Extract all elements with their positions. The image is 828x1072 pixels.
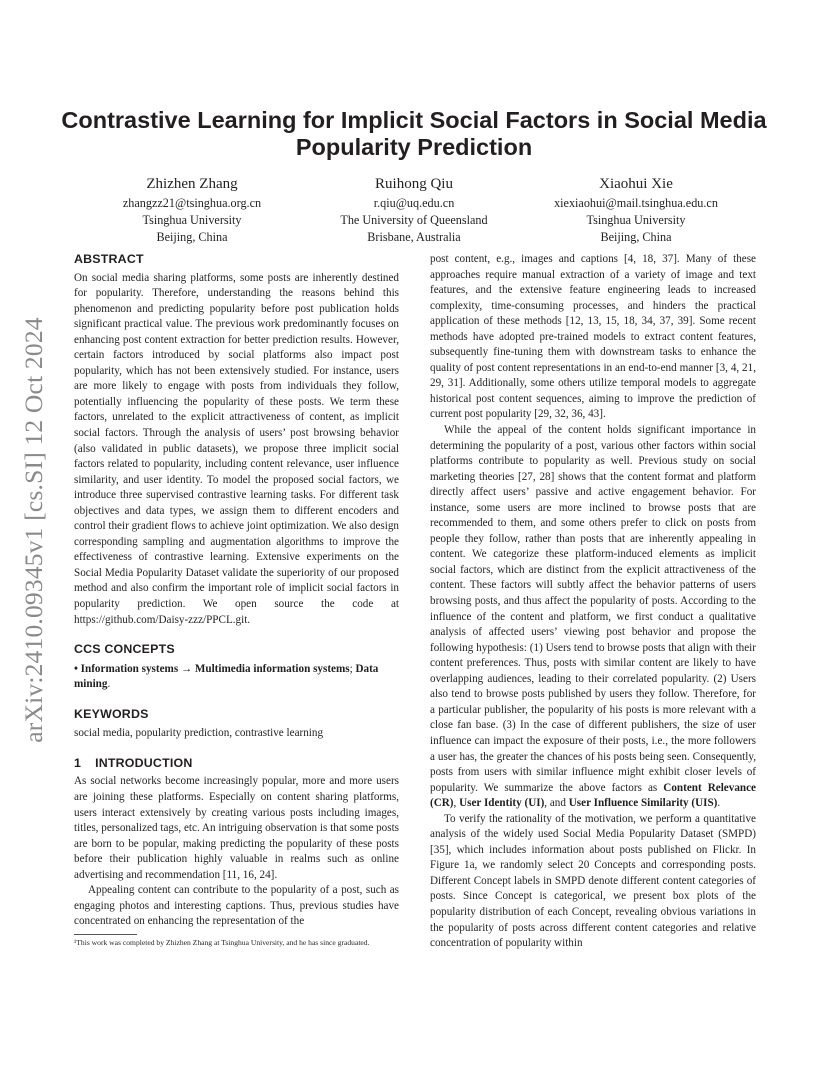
arxiv-stamp-text: arXiv:2410.09345v1 [cs.SI] 12 Oct 2024 [19,317,48,743]
keywords-heading: KEYWORDS [74,706,149,721]
paper-title: Contrastive Learning for Implicit Social Factors in Social Media Popularity Prediction [61,107,767,160]
abstract-text: On social media sharing platforms, some posts are inherently destined for popularity. Therefore, understanding the reasons behind this phenomenon and predicting popularity before post publication holds significant practical value. The previous work predominantly focuses on enhancing post content extraction for better prediction results. However, certain factors introduced by social platforms also impact post popularity, which has not been extensively studied. For instance, users are more likely to engage with posts from individuals they follow, potentially influencing the popularity of these posts. We term these factors, unrelated to the explicit attractiveness of content, as implicit social factors. Through the analysis of users’ post browsing behavior (also validated in public datasets), we propose three implicit social factors related to popularity, including content relevance, user influence similarity, and user identity. To model the proposed social factors, we introduce three supervised contrastive learning tasks. For different task objectives and data types, we assign them to different encoders and control their gradient flows to achieve joint optimization. We also design corresponding sampling and augmentation algorithms to improve the effectiveness of contrastive learning. Extensive experiments on the Social Media Popularity Dataset validate the superiority of our proposed method and also confirm the important role of implicit social factors in popularity prediction. We open source the code at https://github.com/Daisy-zzz/PPCL.git. [74,271,399,626]
intro-paragraph-2: Appealing content can contribute to the popularity of a post, such as engaging photos and interesting captions. Thus, previous studies have concentrated on enhancing the representation of the [74,884,399,928]
factor-ui: User Identity (UI) [459,797,545,810]
author-affiliation: Tsinghua University [586,213,686,227]
keywords-text: social media, popularity prediction, contrastive learning [74,727,324,740]
section-number: 1 [74,755,82,770]
intro-paragraph-1: As social networks become increasingly popular, more and more users are joining these platforms. Especially on content sharing platforms, users interact extensively by creating various posts including images, titles, personalized tags, etc. An intriguing observation is that some posts are born to be popular, making predicting the popularity of these posts before their publication highly valuable in realms such as online advertising and recommendation [11, 16, 24]. [74,775,399,881]
author-name: Ruihong Qiu [375,176,453,192]
left-column [74,252,399,930]
factor-end: . [717,797,721,810]
author-email: r.qiu@uq.edu.cn [373,196,455,210]
right-paragraph-1: post content, e.g., images and captions [4, 18, 37]. Many of these approaches require manual extraction of a variety of image and text features, and the extensive feature engineering leads to increased complexity, time-consuming processes, and hinders the practical application of these methods [12, 13, 15, 18, 34, 37, 39]. Some recent methods have adopted pre-trained models to extract content features, subsequently fine-tuning them with downstream tasks to enhance the quality of post content representations in an end-to-end manner [3, 4, 21, 29, 31]. Additionally, some others utilize temporal models to aggregate historical post content sequences, aiming to improve the prediction of current post popularity [29, 32, 36, 43]. [430,253,756,421]
author-email: xiexiaohui@mail.tsinghua.edu.cn [554,196,718,210]
right-paragraph-2-text: While the appeal of the content holds significant importance in determining the popularity of a post, various other factors within social platforms contribute to popularity as well. Previous study on social marketing theories [27, 28] shows that the content format and platform directly affect users’ passive and active engagement behavior. For instance, some users are more inclined to browse posts that are recommended to them, and some others prefer to click on posts from people they follow, rather than posts that are inherently appealing in content. We categorize these platform-induced elements as implicit social factors, which are distinct from the explicit attractiveness of the content. These factors will subtly affect the behavior patterns of users browsing posts, and thus affect the popularity of posts. According to the influence of the content and platform, we first conduct a qualitative analysis of affected users’ viewing post behavior and propose the following hypothesis: (1) Users tend to browse posts that align with their content preferences. Thus, posts with similar content are likely to have overlapping audiences, leading to their correlated popularity. (2) Users also tend to browse posts published by users they follow. Therefore, for a particular publisher, the popularity of his posts is more relevant with a close fan base. (3) In the case of different publishers, the size of user influence can impact the exposure of their posts, i.e., the more followers a user has, the greater the chances of his posts being seen. Consequently, posts from users with similar influence might exhibit closer levels of popularity. We summarize the above factors as [430,424,756,794]
author-block-2 [304,174,524,246]
abstract-heading: ABSTRACT [74,252,144,266]
author-location: Beijing, China [156,230,228,244]
author-email: zhangzz21@tsinghua.org.cn [122,196,262,210]
ccs-concept-2: Data mining [74,662,379,691]
author-affiliation: The University of Queensland [340,213,488,227]
factor-cr: Content Relevance (CR) [430,781,756,810]
author-location: Brisbane, Australia [367,230,461,244]
right-paragraph-2 [430,423,756,812]
ccs-heading: CCS CONCEPTS [74,642,175,657]
ccs-concept-1: • Information systems → Multimedia information systems [74,662,350,675]
ccs-end: . [107,678,111,691]
section-title: INTRODUCTION [95,755,193,770]
ccs-text [74,662,399,693]
right-column [430,252,756,952]
intro-heading [74,756,399,772]
arxiv-stamp [15,300,53,760]
factor-uis: User Influence Similarity (UIS) [568,797,718,810]
footnote: ¹This work was completed by Zhizhen Zhang at Tsinghua University, and he has since graduated. [74,938,370,947]
author-affiliation: Tsinghua University [142,213,242,227]
author-block-1 [82,174,302,246]
factor-sep-1: , [453,797,460,810]
author-name: Xiaohui Xie [599,176,673,192]
author-block-3 [526,174,746,246]
factor-sep-2: , and [544,797,569,810]
footnote-divider [74,934,137,935]
right-paragraph-3: To verify the rationality of the motivation, we perform a quantitative analysis of the widely used Social Media Popularity Dataset (SMPD) [35], which includes information about posts published on Flickr. In Figure 1a, we randomly select 20 Concepts and corresponding posts. Different Concept labels in SMPD denote different content categories of posts. Since Concept is categorical, we present box plots of the popularity distribution of each Concept, revealing obvious variations in the popularity of posts across different content categories and relative concentration of popularity within [430,812,756,950]
author-name: Zhizhen Zhang [146,176,238,192]
ccs-separator: ; [349,662,356,675]
author-location: Beijing, China [600,230,672,244]
